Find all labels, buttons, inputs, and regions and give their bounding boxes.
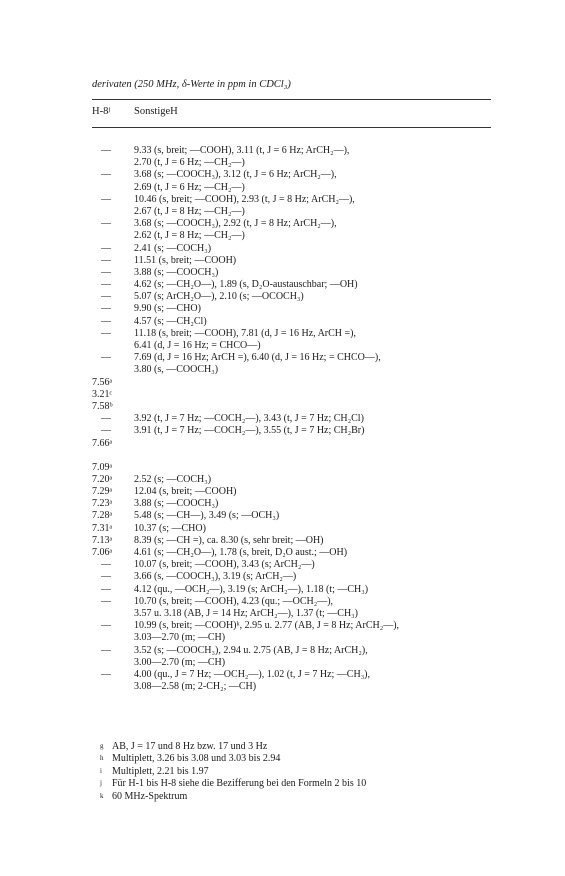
h8-value: — (101, 266, 111, 278)
table-row (0, 182, 565, 194)
other-h-value: 4.12 (qu., —OCH₂—), 3.19 (s; ArCH₂—), 1.18 (t; —CH₃) (134, 583, 369, 595)
other-h-value: 3.88 (s; —COOCH₃) (134, 498, 219, 510)
table-row (0, 243, 565, 255)
table-row (0, 218, 565, 230)
other-h-value: 3.91 (t, J = 7 Hz; —COCH₂—), 3.55 (t, J = 7 Hz; CH₂Br) (134, 425, 365, 437)
table-row (0, 498, 565, 510)
table-row (0, 291, 565, 303)
table-row (0, 145, 565, 157)
h8-value: 7.20ᵃ (92, 473, 113, 485)
other-h-value: 10.37 (s; —CHO) (134, 522, 206, 534)
header-rule (92, 127, 491, 128)
other-h-value: 2.62 (t, J = 8 Hz; —CH₂—) (134, 230, 245, 242)
other-h-value: 3.80 (s, —COOCH₃) (134, 364, 219, 376)
h8-value: 7.06ᵃ (92, 547, 113, 558)
table-row (0, 401, 565, 413)
table-row (0, 169, 565, 181)
footnote (100, 766, 366, 778)
other-h-value: 2.69 (t, J = 6 Hz; —CH₂—) (134, 181, 245, 193)
footnote (100, 791, 366, 803)
other-h-value: 3.57 u. 3.18 (AB, J = 14 Hz; ArCH₂—), 1.37 (t; —CH₃) (134, 607, 358, 619)
h8-value: — (101, 291, 111, 303)
h8-value: — (101, 668, 111, 680)
footnote (100, 778, 366, 790)
table-row (0, 255, 565, 267)
h8-value: — (101, 218, 111, 230)
h8-value: — (101, 254, 111, 266)
h8-value: 7.28ᵃ (92, 510, 113, 522)
other-h-value: 10.46 (s, breit; —COOH), 2.93 (t, J = 8 Hz; ArCH₂—), (134, 193, 355, 205)
h8-value: — (101, 315, 111, 327)
other-h-value: 12.04 (s, breit; —COOH) (134, 486, 237, 498)
other-h-value: 11.51 (s, breit; —COOH) (134, 254, 237, 266)
table-row (0, 377, 565, 389)
footnotes (100, 741, 366, 803)
other-h-value: 2.67 (t, J = 8 Hz; —CH₂—) (134, 205, 245, 217)
h8-value: 7.56ᵃ (92, 376, 113, 388)
other-h-value: 4.61 (s; —CH₂O—), 1.78 (s, breit, D₂O aust.; —OH) (134, 547, 348, 558)
table-row (0, 608, 565, 620)
table-row (0, 584, 565, 596)
footnote-mark: h (100, 754, 104, 763)
table-row (0, 620, 565, 632)
h8-value: 7.13ᵃ (92, 534, 113, 546)
other-h-value: 8.39 (s; —CH =), ca. 8.30 (s, sehr breit; —OH) (134, 534, 324, 546)
h8-value: — (101, 242, 111, 254)
h8-value: — (101, 620, 111, 632)
table-row (0, 194, 565, 206)
table-row (0, 157, 565, 169)
footnote-text: Multiplett, 3.26 bis 3.08 und 3.03 bis 2.94 (112, 753, 281, 765)
other-h-value: 2.52 (s; —COCH₃) (134, 473, 212, 485)
h8-value: 7.58ᵇ (92, 400, 113, 412)
other-h-value: 4.57 (s; —CH₂Cl) (134, 315, 207, 327)
other-h-value: 3.08—2.58 (m; 2-CH₂; —CH) (134, 681, 257, 693)
table-row (0, 669, 565, 681)
footnote-text: Für H-1 bis H-8 siehe die Bezifferung bei den Formeln 2 bis 10 (112, 778, 367, 790)
footnote-mark: k (100, 791, 104, 800)
footnote (100, 741, 366, 753)
h8-value: — (101, 352, 111, 364)
table-row (0, 474, 565, 486)
table-row (0, 352, 565, 364)
h8-value: — (101, 425, 111, 437)
h8-value: 7.09ᵃ (92, 461, 113, 473)
table-row (0, 438, 565, 450)
table-row (0, 596, 565, 608)
footnote-mark: i (100, 766, 102, 775)
table-row (0, 523, 565, 535)
table-row (0, 632, 565, 644)
other-h-value: 5.07 (s; ArCH₂O—), 2.10 (s; —OCOCH₃) (134, 291, 304, 303)
table-row (0, 230, 565, 242)
table-row (0, 535, 565, 547)
h8-value: 3.21ᶜ (92, 388, 113, 400)
other-h-value: 2.41 (s; —COCH₃) (134, 242, 212, 254)
other-h-value: 9.90 (s; —CHO) (134, 303, 201, 315)
h8-value: — (101, 413, 111, 425)
other-h-value: 11.18 (s, breit; —COOH), 7.81 (d, J = 16 Hz, ArCH =), (134, 327, 357, 339)
column-header-other-h: SonstigeH (134, 106, 178, 117)
other-h-value: 10.70 (s, breit; —COOH), 4.23 (qu.; —OCH₂—), (134, 595, 334, 607)
other-h-value: 4.00 (qu., J = 7 Hz; —OCH₂—), 1.02 (t, J = 7 Hz; —CH₃), (134, 668, 371, 680)
other-h-value: 3.03—2.70 (m; —CH) (134, 632, 226, 644)
table-body (0, 145, 565, 693)
table-row (0, 462, 565, 474)
table-row (0, 206, 565, 218)
table-row (0, 389, 565, 401)
h8-value: 7.23ᵃ (92, 498, 113, 510)
other-h-value: 3.68 (s; —COOCH₃), 2.92 (t, J = 8 Hz; ArCH₂—), (134, 218, 337, 230)
table-row (0, 413, 565, 425)
table-row (0, 510, 565, 522)
h8-value: 7.31ᵃ (92, 522, 113, 534)
h8-value: — (101, 279, 111, 291)
other-h-value: 10.99 (s, breit; —COOH)ᵏ, 2.95 u. 2.77 (AB, J = 8 Hz; ArCH₂—), (134, 620, 400, 632)
h8-value: 7.66ᵃ (92, 437, 113, 449)
h8-value: — (101, 571, 111, 583)
h8-value: 7.29ᵃ (92, 486, 113, 498)
table-row-spacer (0, 450, 565, 462)
h8-value: — (101, 583, 111, 595)
table-row (0, 340, 565, 352)
table-row (0, 681, 565, 693)
top-rule (92, 99, 491, 100)
footnote-mark: j (100, 779, 102, 788)
table-row (0, 645, 565, 657)
table-row (0, 364, 565, 376)
table-row (0, 559, 565, 571)
table-row (0, 657, 565, 669)
footnote-text: AB, J = 17 und 8 Hz bzw. 17 und 3 Hz (112, 741, 268, 752)
h8-value: — (101, 145, 111, 156)
footnote-mark: g (100, 742, 104, 750)
other-h-value: 3.66 (s, —COOCH₃), 3.19 (s; ArCH₂—) (134, 571, 297, 583)
h8-value: — (101, 595, 111, 607)
other-h-value: 4.62 (s; —CH₂O—), 1.89 (s, D₂O-austauschbar; —OH) (134, 279, 358, 291)
table-row (0, 279, 565, 291)
h8-value: — (101, 559, 111, 571)
other-h-value: 3.52 (s; —COOCH₃), 2.94 u. 2.75 (AB, J = 8 Hz; ArCH₂), (134, 644, 368, 656)
other-h-value: 10.07 (s, breit; —COOH), 3.43 (s; ArCH₂—) (134, 559, 315, 571)
other-h-value: 5.48 (s; —CH—), 3.49 (s; —OCH₃) (134, 510, 280, 522)
other-h-value: 7.69 (d, J = 16 Hz; ArCH =), 6.40 (d, J = 16 Hz; = CHCO—), (134, 352, 381, 364)
h8-value: — (101, 644, 111, 656)
table-row (0, 328, 565, 340)
footnote-text: 60 MHz-Spektrum (112, 790, 188, 802)
table-row (0, 486, 565, 498)
table-row (0, 571, 565, 583)
h8-value: — (101, 327, 111, 339)
other-h-value: 3.88 (s; —COOCH₃) (134, 266, 219, 278)
table-row (0, 547, 565, 559)
h8-value: — (101, 169, 111, 181)
table-row (0, 303, 565, 315)
other-h-value: 3.68 (s; —COOCH₃), 3.12 (t, J = 6 Hz; ArCH₂—), (134, 169, 337, 181)
footnote-text: Multiplett, 2.21 bis 1.97 (112, 765, 209, 777)
h8-value: — (101, 193, 111, 205)
other-h-value: 6.41 (d, J = 16 Hz; = CHCO—) (134, 340, 261, 351)
table-row (0, 316, 565, 328)
column-header-h8: H-8ʲ (92, 106, 110, 117)
table-caption: derivaten (250 MHz, δ-Werte in ppm in CDCl₃) (92, 79, 291, 90)
table-row (0, 267, 565, 279)
table-row (0, 425, 565, 437)
other-h-value: 9.33 (s, breit; —COOH), 3.11 (t, J = 6 Hz; ArCH₂—), (134, 145, 350, 156)
other-h-value: 3.92 (t, J = 7 Hz; —COCH₂—), 3.43 (t, J = 7 Hz; CH₂Cl) (134, 413, 364, 425)
other-h-value: 2.70 (t, J = 6 Hz; —CH₂—) (134, 157, 245, 169)
footnote (100, 753, 366, 765)
other-h-value: 3.00—2.70 (m; —CH) (134, 656, 226, 668)
h8-value: — (101, 303, 111, 315)
